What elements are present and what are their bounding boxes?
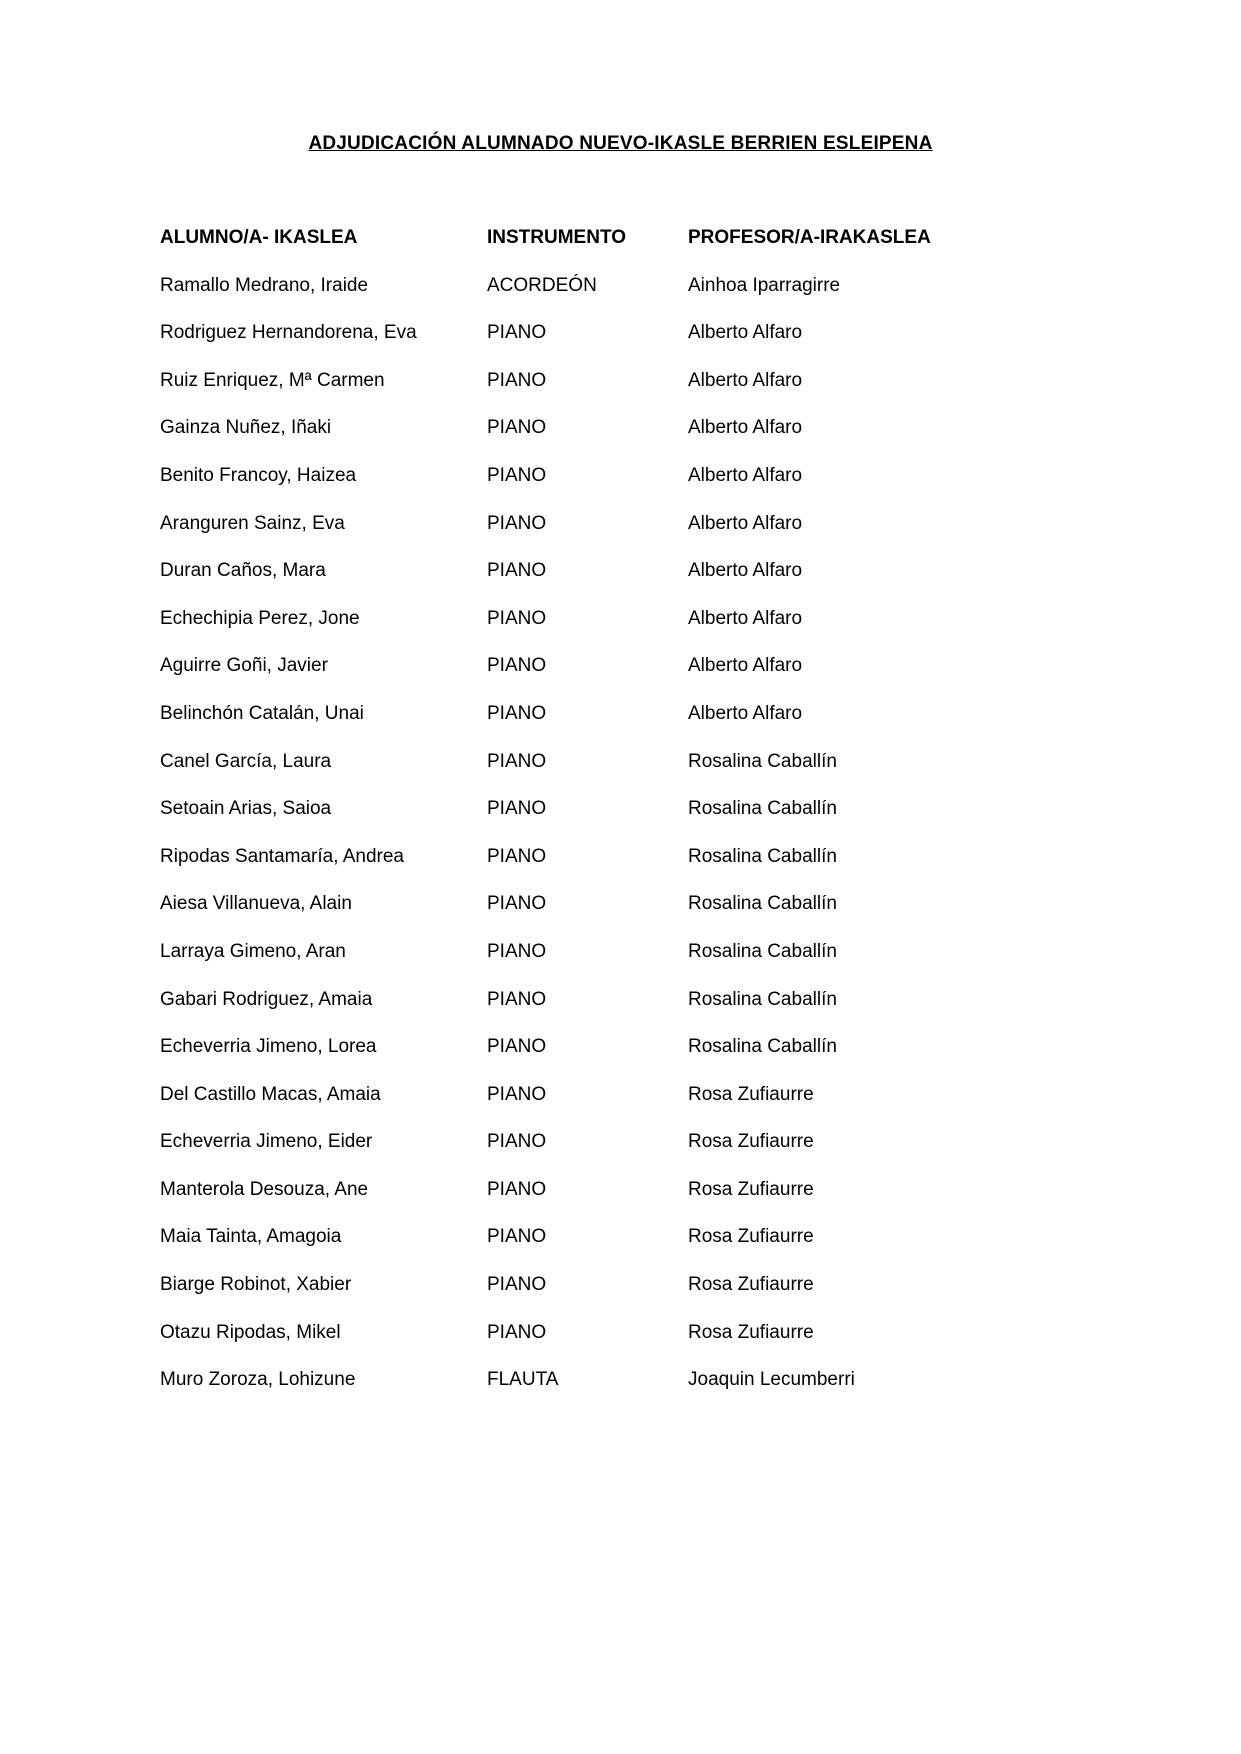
instrument-cell: PIANO <box>487 750 547 772</box>
instrument-cell: PIANO <box>487 1083 547 1105</box>
teacher-name-cell: Rosalina Caballín <box>688 988 837 1010</box>
table-row <box>160 1178 1141 1226</box>
table-row <box>160 416 1141 464</box>
header-instrument-column: INSTRUMENTO <box>487 227 626 248</box>
student-name-cell: Ruiz Enriquez, Mª Carmen <box>160 369 385 391</box>
document-title: ADJUDICACIÓN ALUMNADO NUEVO-IKASLE BERRIEN ESLEIPENA <box>308 133 933 154</box>
instrument-cell: FLAUTA <box>487 1369 559 1391</box>
assignments-table <box>160 226 1141 1416</box>
table-row <box>160 1130 1141 1178</box>
table-row <box>160 321 1141 369</box>
student-name-cell: Muro Zoroza, Lohizune <box>160 1369 356 1391</box>
table-row <box>160 940 1141 988</box>
student-name-cell: Rodriguez Hernandorena, Eva <box>160 322 417 344</box>
instrument-cell: PIANO <box>487 845 547 867</box>
instrument-cell: PIANO <box>487 1321 547 1343</box>
instrument-cell: PIANO <box>487 1226 547 1248</box>
instrument-cell: PIANO <box>487 512 547 534</box>
table-row <box>160 1083 1141 1131</box>
instrument-cell: PIANO <box>487 940 547 962</box>
teacher-name-cell: Rosa Zufiaurre <box>688 1321 814 1343</box>
student-name-cell: Gabari Rodriguez, Amaia <box>160 988 373 1010</box>
table-row <box>160 797 1141 845</box>
teacher-name-cell: Alberto Alfaro <box>688 464 803 486</box>
student-name-cell: Setoain Arias, Saioa <box>160 798 332 820</box>
table-row <box>160 1368 1141 1416</box>
instrument-cell: PIANO <box>487 893 547 915</box>
student-name-cell: Otazu Ripodas, Mikel <box>160 1321 341 1343</box>
instrument-cell: PIANO <box>487 1131 547 1153</box>
instrument-cell: PIANO <box>487 1274 547 1296</box>
teacher-name-cell: Alberto Alfaro <box>688 655 803 677</box>
instrument-cell: PIANO <box>487 369 547 391</box>
teacher-name-cell: Joaquin Lecumberri <box>688 1369 855 1391</box>
teacher-name-cell: Alberto Alfaro <box>688 560 803 582</box>
instrument-cell: PIANO <box>487 655 547 677</box>
table-row <box>160 607 1141 655</box>
student-name-cell: Del Castillo Macas, Amaia <box>160 1083 381 1105</box>
teacher-name-cell: Rosalina Caballín <box>688 893 837 915</box>
student-name-cell: Biarge Robinot, Xabier <box>160 1274 352 1296</box>
instrument-cell: PIANO <box>487 1036 547 1058</box>
instrument-cell: ACORDEÓN <box>487 274 597 296</box>
instrument-cell: PIANO <box>487 417 547 439</box>
table-row <box>160 1225 1141 1273</box>
teacher-name-cell: Rosa Zufiaurre <box>688 1178 814 1200</box>
instrument-cell: PIANO <box>487 798 547 820</box>
header-teacher-column: PROFESOR/A-IRAKASLEA <box>688 227 931 248</box>
student-name-cell: Benito Francoy, Haizea <box>160 464 357 486</box>
table-row <box>160 274 1141 322</box>
teacher-name-cell: Alberto Alfaro <box>688 512 803 534</box>
teacher-name-cell: Rosalina Caballín <box>688 1036 837 1058</box>
instrument-cell: PIANO <box>487 988 547 1010</box>
table-row <box>160 1273 1141 1321</box>
teacher-name-cell: Alberto Alfaro <box>688 322 803 344</box>
student-name-cell: Ramallo Medrano, Iraide <box>160 274 369 296</box>
student-name-cell: Duran Caños, Mara <box>160 560 326 582</box>
table-header-row <box>160 226 1141 274</box>
table-row <box>160 750 1141 798</box>
table-row <box>160 1035 1141 1083</box>
instrument-cell: PIANO <box>487 607 547 629</box>
instrument-cell: PIANO <box>487 1178 547 1200</box>
table-row <box>160 892 1141 940</box>
teacher-name-cell: Rosa Zufiaurre <box>688 1274 814 1296</box>
teacher-name-cell: Rosalina Caballín <box>688 750 837 772</box>
student-name-cell: Aguirre Goñi, Javier <box>160 655 328 677</box>
table-row <box>160 1321 1141 1369</box>
teacher-name-cell: Rosalina Caballín <box>688 798 837 820</box>
table-row <box>160 369 1141 417</box>
teacher-name-cell: Rosa Zufiaurre <box>688 1226 814 1248</box>
student-name-cell: Gainza Nuñez, Iñaki <box>160 417 332 439</box>
student-name-cell: Maia Tainta, Amagoia <box>160 1226 342 1248</box>
teacher-name-cell: Ainhoa Iparragirre <box>688 274 841 296</box>
student-name-cell: Manterola Desouza, Ane <box>160 1178 369 1200</box>
table-row <box>160 654 1141 702</box>
header-student-column: ALUMNO/A- IKASLEA <box>160 227 358 248</box>
teacher-name-cell: Alberto Alfaro <box>688 417 803 439</box>
student-name-cell: Aranguren Sainz, Eva <box>160 512 345 534</box>
teacher-name-cell: Rosa Zufiaurre <box>688 1083 814 1105</box>
teacher-name-cell: Alberto Alfaro <box>688 369 803 391</box>
student-name-cell: Echeverria Jimeno, Lorea <box>160 1036 377 1058</box>
table-row <box>160 512 1141 560</box>
student-name-cell: Larraya Gimeno, Aran <box>160 940 346 962</box>
student-name-cell: Aiesa Villanueva, Alain <box>160 893 352 915</box>
instrument-cell: PIANO <box>487 702 547 724</box>
student-name-cell: Ripodas Santamaría, Andrea <box>160 845 404 867</box>
teacher-name-cell: Rosa Zufiaurre <box>688 1131 814 1153</box>
teacher-name-cell: Rosalina Caballín <box>688 940 837 962</box>
table-row <box>160 559 1141 607</box>
student-name-cell: Belinchón Catalán, Unai <box>160 702 364 724</box>
teacher-name-cell: Alberto Alfaro <box>688 702 803 724</box>
instrument-cell: PIANO <box>487 464 547 486</box>
student-name-cell: Echeverria Jimeno, Eider <box>160 1131 373 1153</box>
table-row <box>160 702 1141 750</box>
teacher-name-cell: Rosalina Caballín <box>688 845 837 867</box>
instrument-cell: PIANO <box>487 322 547 344</box>
teacher-name-cell: Alberto Alfaro <box>688 607 803 629</box>
student-name-cell: Echechipia Perez, Jone <box>160 607 360 629</box>
table-body <box>160 274 1141 1416</box>
student-name-cell: Canel García, Laura <box>160 750 332 772</box>
table-row <box>160 464 1141 512</box>
instrument-cell: PIANO <box>487 560 547 582</box>
table-row <box>160 988 1141 1036</box>
table-row <box>160 845 1141 893</box>
